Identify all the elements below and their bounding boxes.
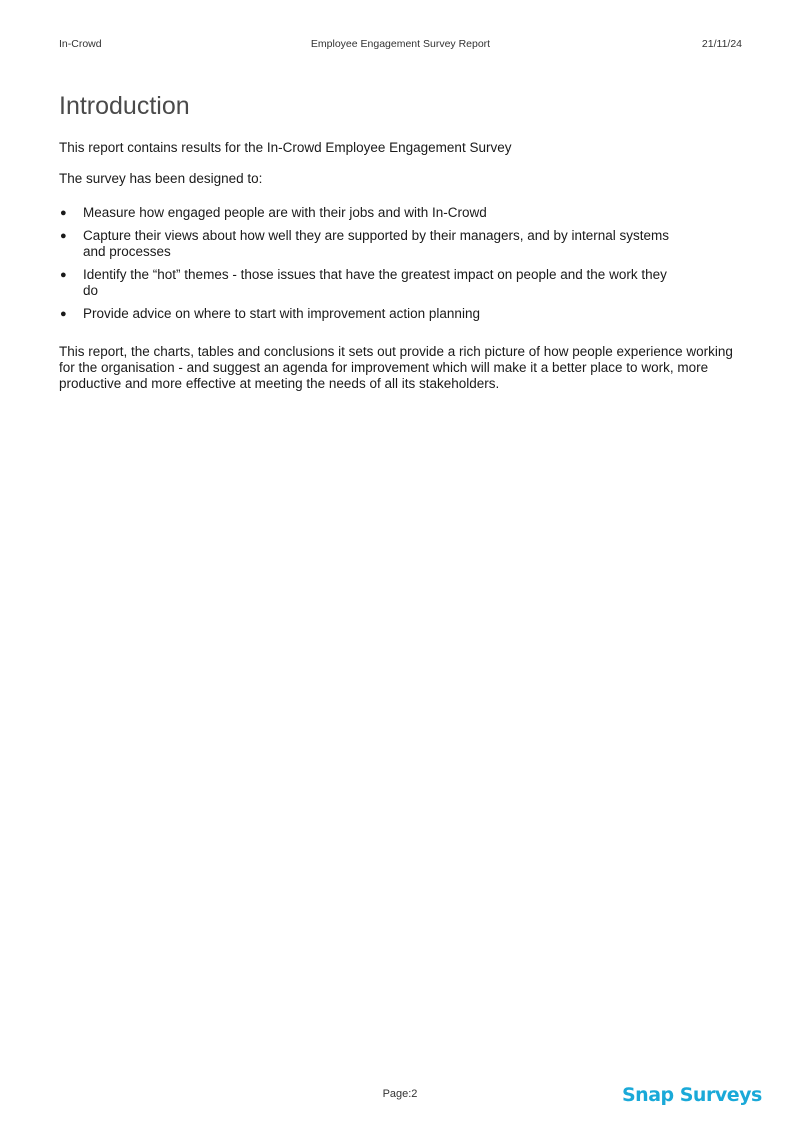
- purpose-list: [59, 205, 741, 322]
- header-date: 21/11/24: [701, 38, 742, 50]
- list-item: [59, 228, 671, 260]
- list-item: [59, 306, 671, 322]
- main-content: [59, 90, 741, 392]
- bullet-icon: ●: [60, 230, 67, 242]
- bullet-icon: ●: [60, 269, 67, 281]
- page-title: Introduction: [59, 92, 190, 120]
- list-item: [59, 267, 671, 299]
- snap-surveys-logo: Snap Surveys: [622, 1084, 762, 1106]
- list-item-text: Measure how engaged people are with their jobs and with In-Crowd: [83, 205, 487, 220]
- designed-to-paragraph: The survey has been designed to:: [59, 171, 263, 186]
- header-organization: In-Crowd: [59, 38, 102, 50]
- header-report-title: Employee Engagement Survey Report: [310, 38, 491, 50]
- intro-paragraph: This report contains results for the In-Crowd Employee Engagement Survey: [59, 140, 512, 155]
- list-item-text: Provide advice on where to start with improvement action planning: [83, 306, 480, 321]
- list-item-text: Capture their views about how well they are supported by their managers, and by internal systems and processes: [83, 228, 670, 259]
- bullet-icon: ●: [60, 207, 67, 219]
- list-item-text: Identify the “hot” themes - those issues that have the greatest impact on people and the work they do: [83, 267, 667, 298]
- closing-paragraph: This report, the charts, tables and conclusions it sets out provide a rich picture of how people experience working for the organisation - and suggest an agenda for improvement which will make it a better place to work, more productive and more effective at meeting the needs of all its stakeholders.: [59, 344, 733, 391]
- page-number: Page:2: [382, 1088, 418, 1100]
- page-header: [59, 38, 742, 52]
- list-item: [59, 205, 671, 221]
- bullet-icon: ●: [60, 308, 67, 320]
